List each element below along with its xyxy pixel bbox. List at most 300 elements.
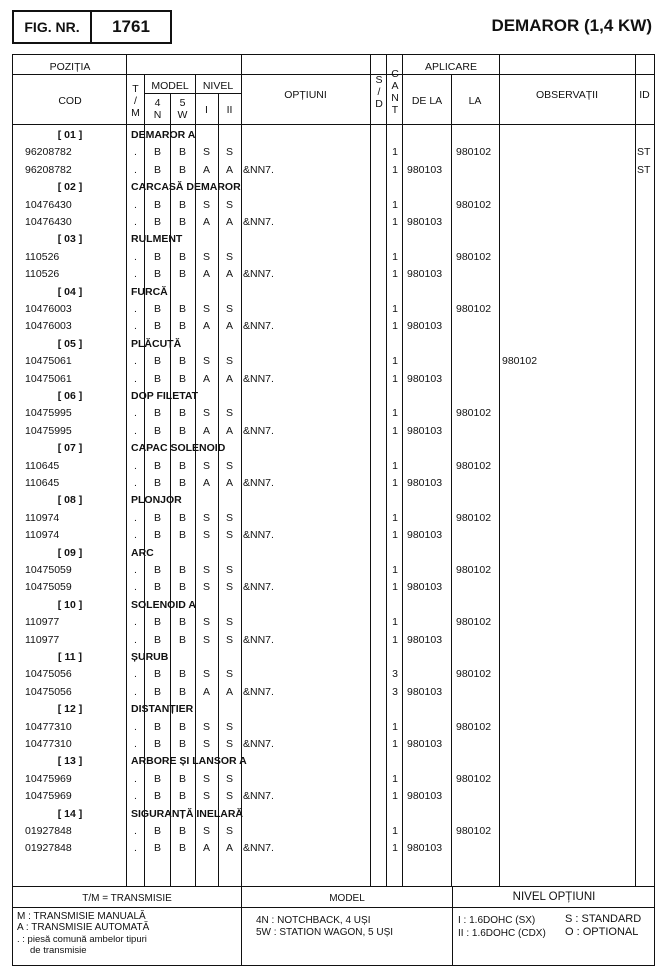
part-code: 10475059 <box>25 581 72 594</box>
cell-model-5w: B <box>178 633 186 646</box>
cell-la: 980102 <box>456 511 492 524</box>
cell-model-4n: B <box>153 216 161 228</box>
cell-tm: . <box>134 564 137 576</box>
cell-cant: 1 <box>392 268 398 281</box>
part-name: FURCĂ <box>131 285 168 298</box>
part-code: 10475056 <box>25 685 72 698</box>
cell-nivel-i: A <box>202 685 210 698</box>
cell-model-4n: B <box>153 355 161 368</box>
cell-model-5w: B <box>178 146 186 159</box>
cell-cant: 1 <box>392 303 398 315</box>
cell-optiuni: &NN7. <box>243 581 274 594</box>
cell-cant: 1 <box>392 216 398 228</box>
header-la: LA <box>468 95 482 107</box>
cell-model-5w: B <box>178 424 186 437</box>
cell-tm: . <box>134 198 137 211</box>
cell-nivel-ii: A <box>225 268 233 281</box>
cell-model-5w: B <box>178 668 186 681</box>
cell-optiuni: &NN7. <box>243 790 274 803</box>
cell-nivel-i: S <box>202 355 210 368</box>
header-pozitia: POZIȚIA <box>49 61 91 73</box>
cell-model-4n: B <box>153 842 161 855</box>
position-number: [ 02 ] <box>57 181 83 194</box>
part-name: RULMENT <box>131 233 183 246</box>
cell-model-4n: B <box>153 146 161 159</box>
cell-la: 980102 <box>456 564 492 576</box>
cell-tm: . <box>134 685 137 698</box>
cell-model-5w: B <box>178 842 186 855</box>
header-optiuni: OPȚIUNI <box>284 89 327 101</box>
cell-tm: . <box>134 511 137 524</box>
cell-nivel-ii: S <box>225 529 233 542</box>
cell-nivel-ii: S <box>225 355 233 368</box>
cell-optiuni: &NN7. <box>243 372 274 385</box>
position-number: [ 07 ] <box>57 442 83 455</box>
cell-model-5w: B <box>178 198 186 211</box>
cell-model-5w: B <box>178 529 186 542</box>
cell-la: 980102 <box>456 616 492 629</box>
cell-model-5w: B <box>178 564 186 576</box>
cell-optiuni: &NN7. <box>243 633 274 646</box>
cell-model-4n: B <box>153 685 161 698</box>
cell-optiuni: &NN7. <box>243 268 274 281</box>
cell-nivel-i: S <box>202 825 210 837</box>
part-code: 10475995 <box>25 407 72 420</box>
cell-nivel-ii: S <box>225 564 233 576</box>
cell-cant: 1 <box>392 198 398 211</box>
cell-model-4n: B <box>153 198 161 211</box>
cell-la: 980102 <box>456 407 492 420</box>
footer-model-4n: 4N : NOTCHBACK, 4 UȘI <box>256 915 371 926</box>
cell-nivel-i: S <box>202 407 210 420</box>
cell-nivel-i: S <box>202 790 210 803</box>
cell-la: 980102 <box>456 772 492 785</box>
cell-tm: . <box>134 407 137 420</box>
cell-nivel-ii: S <box>225 668 233 681</box>
cell-cant: 1 <box>392 529 398 542</box>
cell-cant: 1 <box>392 738 398 750</box>
cell-tm: . <box>134 772 137 785</box>
cell-tm: . <box>134 738 137 750</box>
cell-nivel-ii: S <box>225 825 233 837</box>
cell-nivel-ii: A <box>225 372 233 385</box>
cell-nivel-i: S <box>202 459 210 472</box>
cell-la: 980102 <box>456 668 492 681</box>
header-sd: S / D <box>375 74 383 110</box>
cell-nivel-i: S <box>202 772 210 785</box>
cell-de-la: 980103 <box>407 424 443 437</box>
cell-model-4n: B <box>153 633 161 646</box>
cell-optiuni: &NN7. <box>243 163 274 176</box>
cell-nivel-ii: A <box>225 216 233 228</box>
footer-tm-title: T/M = TRANSMISIE <box>82 893 172 904</box>
cell-cant: 1 <box>392 372 398 385</box>
part-code: 01927848 <box>25 825 72 837</box>
position-number: [ 03 ] <box>57 233 83 246</box>
part-code: 10476003 <box>25 303 72 315</box>
cell-tm: . <box>134 372 137 385</box>
cell-de-la: 980103 <box>407 529 443 542</box>
cell-id: ST <box>637 146 651 159</box>
cell-de-la: 980103 <box>407 633 443 646</box>
part-code: 10475995 <box>25 424 72 437</box>
cell-nivel-ii: S <box>225 146 233 159</box>
cell-cant: 1 <box>392 163 398 176</box>
cell-model-4n: B <box>153 511 161 524</box>
cell-model-5w: B <box>178 320 186 333</box>
cell-model-5w: B <box>178 790 186 803</box>
part-code: 10476430 <box>25 198 72 211</box>
cell-model-5w: B <box>178 772 186 785</box>
cell-model-4n: B <box>153 738 161 750</box>
cell-model-5w: B <box>178 372 186 385</box>
cell-tm: . <box>134 355 137 368</box>
part-name: DEMAROR A <box>131 129 196 141</box>
cell-nivel-i: S <box>202 529 210 542</box>
figure-label: FIG. NR. <box>14 12 92 42</box>
cell-optiuni: &NN7. <box>243 842 274 855</box>
cell-tm: . <box>134 581 137 594</box>
cell-la: 980102 <box>456 146 492 159</box>
position-number: [ 11 ] <box>58 651 82 663</box>
cell-nivel-ii: S <box>225 720 233 733</box>
position-number: [ 13 ] <box>57 755 83 768</box>
cell-optiuni: &NN7. <box>243 529 274 542</box>
part-code: 10475061 <box>25 372 72 385</box>
cell-cant: 1 <box>392 564 398 576</box>
cell-nivel-ii: A <box>225 163 233 176</box>
cell-model-5w: B <box>178 685 186 698</box>
cell-optiuni: &NN7. <box>243 685 274 698</box>
cell-nivel-i: A <box>202 268 210 281</box>
part-name: CARCASĂ DEMAROR <box>131 181 241 194</box>
cell-nivel-i: A <box>202 424 210 437</box>
part-code: 10476003 <box>25 320 72 333</box>
cell-la: 980102 <box>456 825 492 837</box>
cell-model-5w: B <box>178 407 186 420</box>
cell-de-la: 980103 <box>407 320 443 333</box>
cell-cant: 1 <box>392 511 398 524</box>
cell-cant: 3 <box>392 668 398 681</box>
part-code: 10475061 <box>25 355 72 368</box>
cell-nivel-i: A <box>202 163 210 176</box>
cell-nivel-ii: S <box>225 772 233 785</box>
cell-model-5w: B <box>178 216 186 228</box>
position-number: [ 05 ] <box>57 337 83 350</box>
cell-model-4n: B <box>153 720 161 733</box>
cell-tm: . <box>134 320 137 333</box>
cell-cant: 1 <box>392 250 398 263</box>
cell-tm: . <box>134 842 137 855</box>
cell-optiuni: &NN7. <box>243 320 274 333</box>
header-nivel-i: I <box>205 104 208 116</box>
cell-nivel-ii: S <box>225 250 233 263</box>
cell-nivel-i: S <box>202 198 210 211</box>
part-name: DOP FILETAT <box>131 390 199 402</box>
cell-nivel-i: S <box>202 511 210 524</box>
cell-de-la: 980103 <box>407 268 443 281</box>
cell-model-4n: B <box>153 250 161 263</box>
footer-code-optional: O : OPTIONAL <box>565 926 639 938</box>
header-cant: C A N T <box>391 68 399 116</box>
cell-nivel-i: S <box>202 250 210 263</box>
cell-tm: . <box>134 163 137 176</box>
part-code: 10475059 <box>25 564 72 576</box>
cell-model-5w: B <box>178 250 186 263</box>
cell-la: 980102 <box>456 720 492 733</box>
cell-nivel-ii: S <box>225 738 233 750</box>
header-id: ID <box>639 89 650 101</box>
cell-nivel-i: A <box>202 216 210 228</box>
header-tm: T / M <box>131 83 140 119</box>
cell-model-5w: B <box>178 511 186 524</box>
part-name: PLĂCUȚĂ <box>131 337 182 350</box>
cell-model-5w: B <box>178 459 186 472</box>
header-model: MODEL <box>151 80 189 92</box>
position-number: [ 10 ] <box>57 598 83 611</box>
footer-tm-manual: M : TRANSMISIE MANUALĂ <box>17 911 146 922</box>
cell-model-4n: B <box>153 477 161 489</box>
cell-cant: 1 <box>392 407 398 420</box>
cell-cant: 1 <box>392 842 398 855</box>
cell-nivel-i: S <box>202 303 210 315</box>
cell-model-4n: B <box>153 303 161 315</box>
part-code: 10476430 <box>25 216 72 228</box>
position-number: [ 01 ] <box>57 129 83 141</box>
cell-model-5w: B <box>178 616 186 629</box>
cell-nivel-i: S <box>202 720 210 733</box>
cell-cant: 1 <box>392 424 398 437</box>
part-code: 110645 <box>25 477 60 489</box>
cell-nivel-i: S <box>202 668 210 681</box>
cell-model-4n: B <box>153 581 161 594</box>
cell-de-la: 980103 <box>407 477 443 489</box>
footer-tm-common-cont: de transmisie <box>30 945 87 956</box>
cell-la: 980102 <box>456 250 492 263</box>
cell-nivel-ii: A <box>225 424 233 437</box>
cell-cant: 1 <box>392 616 398 629</box>
part-code: 110526 <box>25 268 60 281</box>
part-code: 110974 <box>25 511 60 524</box>
cell-model-5w: B <box>178 303 186 315</box>
position-number: [ 14 ] <box>57 807 83 820</box>
cell-nivel-ii: S <box>225 407 233 420</box>
part-name: DISTANȚIER <box>131 703 194 716</box>
position-number: [ 12 ] <box>57 703 83 716</box>
cell-cant: 1 <box>392 581 398 594</box>
part-code: 96208782 <box>25 146 72 159</box>
cell-nivel-i: S <box>202 616 210 629</box>
cell-tm: . <box>134 825 137 837</box>
position-number: [ 08 ] <box>57 494 83 507</box>
cell-model-4n: B <box>153 825 161 837</box>
cell-nivel-ii: S <box>225 790 233 803</box>
footer-code-standard: S : STANDARD <box>565 913 642 925</box>
cell-tm: . <box>134 459 137 472</box>
cell-nivel-i: S <box>202 738 210 750</box>
cell-tm: . <box>134 268 137 281</box>
cell-la: 980102 <box>456 198 492 211</box>
cell-model-4n: B <box>153 424 161 437</box>
cell-model-4n: B <box>153 772 161 785</box>
header-nivel-ii: II <box>226 104 233 116</box>
cell-model-4n: B <box>153 668 161 681</box>
cell-tm: . <box>134 424 137 437</box>
cell-cant: 1 <box>392 459 398 472</box>
cell-tm: . <box>134 720 137 733</box>
cell-observatii: 980102 <box>502 355 538 368</box>
cell-model-5w: B <box>178 268 186 281</box>
cell-model-4n: B <box>153 790 161 803</box>
figure-number: 1761 <box>112 17 150 36</box>
cell-tm: . <box>134 146 137 159</box>
cell-nivel-ii: A <box>225 477 233 489</box>
cell-optiuni: &NN7. <box>243 216 274 228</box>
footer-tm-auto: A : TRANSMISIE AUTOMATĂ <box>17 922 150 933</box>
cell-optiuni: &NN7. <box>243 477 274 489</box>
cell-nivel-i: A <box>202 477 210 489</box>
cell-nivel-i: S <box>202 146 210 159</box>
part-name: SOLENOID A <box>131 598 196 611</box>
cell-model-4n: B <box>153 268 161 281</box>
cell-model-4n: B <box>153 459 161 472</box>
footer-nivel-i: I : 1.6DOHC (SX) <box>458 915 536 926</box>
cell-model-5w: B <box>178 355 186 368</box>
cell-de-la: 980103 <box>407 842 443 855</box>
part-code: 110645 <box>25 459 60 472</box>
cell-nivel-i: S <box>202 633 210 646</box>
cell-nivel-i: S <box>202 564 210 576</box>
part-name: ARC <box>131 546 154 559</box>
part-name: ȘURUB <box>131 651 169 663</box>
page-title: DEMAROR (1,4 KW) <box>491 16 652 35</box>
cell-de-la: 980103 <box>407 790 443 803</box>
cell-nivel-i: A <box>202 320 210 333</box>
position-number: [ 06 ] <box>57 390 83 402</box>
cell-nivel-ii: S <box>225 459 233 472</box>
cell-id: ST <box>637 163 651 176</box>
part-name: CAPAC SOLENOID <box>131 442 226 455</box>
cell-model-4n: B <box>153 564 161 576</box>
part-code: 10475056 <box>25 668 72 681</box>
header-nivel: NIVEL <box>202 80 234 92</box>
cell-model-4n: B <box>153 320 161 333</box>
part-code: 110526 <box>25 250 60 263</box>
cell-tm: . <box>134 250 137 263</box>
cell-tm: . <box>134 529 137 542</box>
cell-de-la: 980103 <box>407 372 443 385</box>
cell-tm: . <box>134 668 137 681</box>
cell-nivel-ii: S <box>225 581 233 594</box>
cell-model-5w: B <box>178 825 186 837</box>
cell-cant: 1 <box>392 720 398 733</box>
cell-cant: 1 <box>392 477 398 489</box>
cell-tm: . <box>134 477 137 489</box>
cell-nivel-ii: A <box>225 842 233 855</box>
cell-model-5w: B <box>178 477 186 489</box>
cell-cant: 1 <box>392 633 398 646</box>
cell-nivel-ii: A <box>225 685 233 698</box>
cell-model-4n: B <box>153 529 161 542</box>
cell-tm: . <box>134 303 137 315</box>
cell-cant: 3 <box>392 685 398 698</box>
header-model-5w: 5 W <box>177 97 188 121</box>
footer-model-5w: 5W : STATION WAGON, 5 UȘI <box>256 927 394 938</box>
header-observatii: OBSERVAȚII <box>535 89 599 101</box>
cell-cant: 1 <box>392 825 398 837</box>
cell-model-4n: B <box>153 372 161 385</box>
position-number: [ 09 ] <box>57 546 83 559</box>
cell-nivel-i: S <box>202 581 210 594</box>
cell-tm: . <box>134 616 137 629</box>
cell-model-5w: B <box>178 163 186 176</box>
cell-nivel-ii: S <box>225 616 233 629</box>
cell-model-5w: B <box>178 581 186 594</box>
cell-tm: . <box>134 633 137 646</box>
cell-cant: 1 <box>392 772 398 785</box>
part-code: 10475969 <box>25 772 72 785</box>
part-name: ARBORE ȘI LANSOR A <box>131 755 247 768</box>
header-de-la: DE LA <box>411 95 443 107</box>
part-name: SIGURANȚĂ INELARĂ <box>131 807 243 820</box>
cell-cant: 1 <box>392 355 398 368</box>
part-code: 10477310 <box>25 720 72 733</box>
position-number: [ 04 ] <box>57 285 83 298</box>
cell-optiuni: &NN7. <box>243 424 274 437</box>
cell-la: 980102 <box>456 459 492 472</box>
cell-model-4n: B <box>153 163 161 176</box>
part-code: 96208782 <box>25 163 72 176</box>
footer-nivel-title: NIVEL OPȚIUNI <box>512 891 596 903</box>
cell-de-la: 980103 <box>407 216 443 228</box>
cell-nivel-ii: S <box>225 511 233 524</box>
cell-model-5w: B <box>178 738 186 750</box>
cell-de-la: 980103 <box>407 738 443 750</box>
cell-optiuni: &NN7. <box>243 738 274 750</box>
part-code: 110977 <box>25 616 60 629</box>
cell-model-4n: B <box>153 616 161 629</box>
cell-model-4n: B <box>153 407 161 420</box>
cell-nivel-ii: A <box>225 320 233 333</box>
part-code: 110974 <box>25 529 60 542</box>
cell-nivel-ii: S <box>225 303 233 315</box>
header-model-4n: 4 N <box>153 97 162 121</box>
cell-cant: 1 <box>392 320 398 333</box>
footer-model-title: MODEL <box>329 893 365 904</box>
part-code: 01927848 <box>25 842 72 855</box>
cell-nivel-i: A <box>202 372 210 385</box>
cell-de-la: 980103 <box>407 581 443 594</box>
cell-nivel-i: A <box>202 842 210 855</box>
part-code: 10477310 <box>25 738 72 750</box>
part-name: PLONJOR <box>131 494 182 507</box>
footer-tm-common: . : piesă comună ambelor tipuri <box>17 934 147 945</box>
cell-cant: 1 <box>392 146 398 159</box>
cell-de-la: 980103 <box>407 163 443 176</box>
part-code: 110977 <box>25 633 60 646</box>
header-aplicare: APLICARE <box>425 61 477 73</box>
cell-nivel-ii: S <box>225 633 233 646</box>
footer-nivel-ii: II : 1.6DOHC (CDX) <box>458 928 546 939</box>
cell-de-la: 980103 <box>407 685 443 698</box>
cell-model-5w: B <box>178 720 186 733</box>
header-cod: COD <box>58 95 82 107</box>
cell-tm: . <box>134 216 137 228</box>
cell-nivel-ii: S <box>225 198 233 211</box>
part-code: 10475969 <box>25 790 72 803</box>
cell-cant: 1 <box>392 790 398 803</box>
cell-tm: . <box>134 790 137 803</box>
